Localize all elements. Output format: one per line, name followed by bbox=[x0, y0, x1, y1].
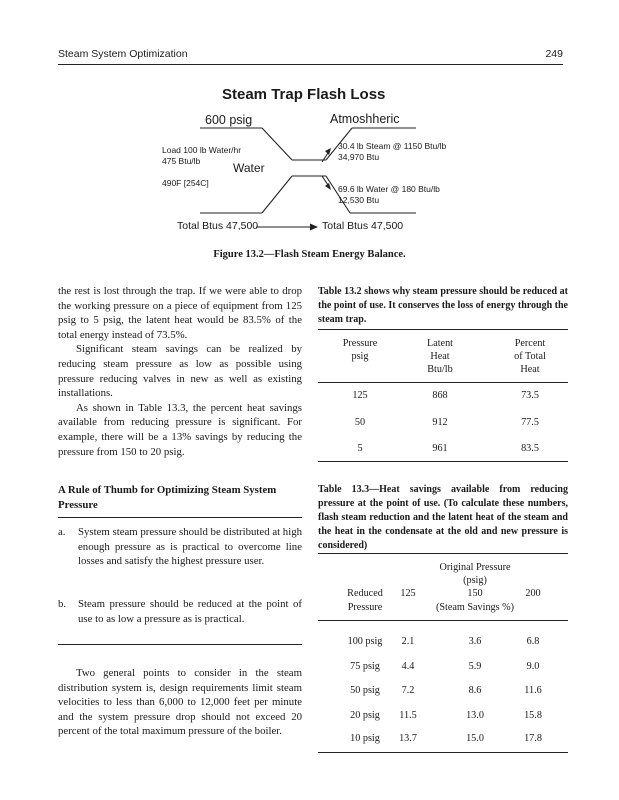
t3-r2-c0: 50 psig bbox=[350, 685, 380, 696]
t2-header-latent bbox=[410, 337, 470, 376]
t3-r0-c0: 100 psig bbox=[347, 636, 383, 647]
t3-savings-header: (Steam Savings %) bbox=[435, 602, 515, 613]
list-text-a: System steam pressure should be distributed at high enough pressure as is practical to overcome line losses and satisfy the highest pressure user. bbox=[78, 526, 303, 568]
t2-r0-c1: 868 bbox=[432, 390, 448, 401]
t3-r0-c3: 6.8 bbox=[526, 636, 540, 647]
steam-output-line2: 34,970 Btu bbox=[338, 152, 380, 162]
water-output-line2: 12,530 Btu bbox=[338, 195, 380, 205]
page-number: 249 bbox=[545, 48, 563, 60]
t3-r3-c3: 15.8 bbox=[524, 710, 542, 721]
t3-col-150: 150 bbox=[467, 588, 483, 599]
t3-r4-c2: 15.0 bbox=[466, 733, 484, 744]
t3-r1-c3: 9.0 bbox=[526, 661, 540, 672]
left-body bbox=[58, 284, 302, 459]
t2-h2-l0: Percent bbox=[514, 338, 546, 349]
table-13-3-header-rule bbox=[318, 620, 568, 621]
paragraph-1: the rest is lost through the trap. If we were able to drop the working pressure on a piece of equipment from 125 psig to 5 psig, the latent heat would be 83.5% of the total energy instead of 73.5%. bbox=[58, 285, 302, 341]
t3-r4-c3: 17.8 bbox=[524, 733, 542, 744]
figure-lines bbox=[0, 0, 619, 260]
t2-h1-l1: Heat bbox=[430, 351, 450, 362]
t3-orig-header-1: Original Pressure bbox=[439, 562, 511, 573]
list-end-rule bbox=[58, 644, 302, 645]
table-13-3-top-rule bbox=[318, 553, 568, 554]
t3-r2-c1: 7.2 bbox=[401, 685, 415, 696]
list-text-b: Steam pressure should be reduced at the point of use to as low a pressure as is practical. bbox=[78, 598, 302, 625]
t3-reduced-header-2: Pressure bbox=[347, 602, 383, 613]
psig-label: 600 psig bbox=[205, 113, 253, 127]
table-13-2-bottom-rule bbox=[318, 461, 568, 462]
t3-r1-c1: 4.4 bbox=[401, 661, 415, 672]
table-13-3-bottom-rule bbox=[318, 752, 568, 753]
t3-col-125: 125 bbox=[400, 588, 416, 599]
t2-h1-l0: Latent bbox=[426, 338, 454, 349]
total-in-label: Total Btus 47,500 bbox=[177, 220, 259, 232]
t2-r0-c2: 73.5 bbox=[521, 390, 539, 401]
t2-h0-l1: Pressure bbox=[342, 338, 378, 349]
water-output-line1: 69.6 lb Water @ 180 Btu/lb bbox=[338, 184, 440, 194]
paragraph-2: Significant steam savings can be realized by reducing steam pressure as low as possible using pressure reducing valves in new as well as existing installations. bbox=[58, 343, 302, 400]
list-label-b: b. bbox=[58, 598, 67, 610]
t3-r1-c2: 5.9 bbox=[468, 661, 482, 672]
t3-r3-c1: 11.5 bbox=[399, 710, 417, 721]
t3-r3-c0: 20 psig bbox=[350, 710, 380, 721]
flash-loss-figure bbox=[0, 0, 619, 260]
t3-r4-c0: 10 psig bbox=[350, 733, 380, 744]
t2-r1-c1: 912 bbox=[432, 417, 448, 428]
total-out-label: Total Btus 47,500 bbox=[322, 220, 404, 232]
t3-r0-c1: 2.1 bbox=[401, 636, 415, 647]
t3-r2-c3: 11.6 bbox=[524, 685, 542, 696]
section-rule bbox=[58, 517, 302, 518]
t3-col-200: 200 bbox=[525, 588, 541, 599]
t2-r2-c2: 83.5 bbox=[521, 443, 539, 454]
table-13-2-caption: Table 13.2 shows why steam pressure should be reduced at the point of use. It conserves the loss of energy through the steam trap. bbox=[318, 286, 568, 325]
header-title: Steam System Optimization bbox=[58, 48, 188, 60]
temperature-label: 490F [254C] bbox=[162, 178, 209, 188]
t3-r2-c2: 8.6 bbox=[468, 685, 482, 696]
atmosphere-label: Atmoshheric bbox=[330, 112, 400, 126]
figure-caption: Figure 13.2—Flash Steam Energy Balance. bbox=[213, 249, 406, 260]
t2-h2-l1: of Total bbox=[514, 351, 546, 362]
t2-r1-c2: 77.5 bbox=[521, 417, 539, 428]
t2-header-percent bbox=[500, 337, 560, 376]
water-label: Water bbox=[233, 161, 265, 175]
t2-r0-c0: 125 bbox=[352, 390, 368, 401]
left-body-2 bbox=[58, 666, 302, 739]
table-13-2-header-rule bbox=[318, 382, 568, 383]
steam-output-line1: 30.4 lb Steam @ 1150 Btu/lb bbox=[338, 141, 447, 151]
t2-h2-l2: Heat bbox=[520, 364, 540, 375]
paragraph-4: Two general points to consider in the steam distribution system is, design requirements limit steam velocities to less than 6,000 to 12,000 feet per minute and the system pressure drop should not exceed 20 percent of the total maximum pressure of the boiler. bbox=[58, 667, 302, 738]
list-label-a: a. bbox=[58, 526, 66, 538]
table-13-2-top-rule bbox=[318, 329, 568, 330]
t3-orig-header-2: (psig) bbox=[463, 575, 487, 586]
figure-title: Steam Trap Flash Loss bbox=[222, 86, 386, 103]
t2-header-pressure bbox=[330, 337, 390, 363]
t3-reduced-header-1: Reduced bbox=[347, 588, 383, 599]
t3-r0-c2: 3.6 bbox=[468, 636, 482, 647]
t3-r1-c0: 75 psig bbox=[350, 661, 380, 672]
t2-r2-c1: 961 bbox=[432, 443, 448, 454]
table-13-3-caption: Table 13.3—Heat savings available from reducing pressure at the point of use. (To calculate these numbers, flash steam reduction and the latent heat of the steam and the heat in the condensate at the old and new pressure is considered) bbox=[318, 484, 568, 551]
t2-r1-c0: 50 bbox=[354, 417, 366, 428]
section-title: A Rule of Thumb for Optimizing Steam System Pressure bbox=[58, 484, 277, 511]
t2-r2-c0: 5 bbox=[357, 443, 363, 454]
t2-h0-l2: psig bbox=[351, 351, 369, 362]
t2-h1-l2: Btu/lb bbox=[427, 364, 453, 375]
t3-r3-c2: 13.0 bbox=[466, 710, 484, 721]
load-label: Load 100 lb Water/hr bbox=[162, 145, 242, 155]
t3-r4-c1: 13.7 bbox=[399, 733, 417, 744]
paragraph-3: As shown in Table 13.3, the percent heat savings available from reducing pressure is significant. For example, there will be a 13% savings by reducing the pressure from 150 to 20 psig. bbox=[58, 401, 302, 458]
btu-per-lb-label: 475 Btu/lb bbox=[162, 156, 201, 166]
